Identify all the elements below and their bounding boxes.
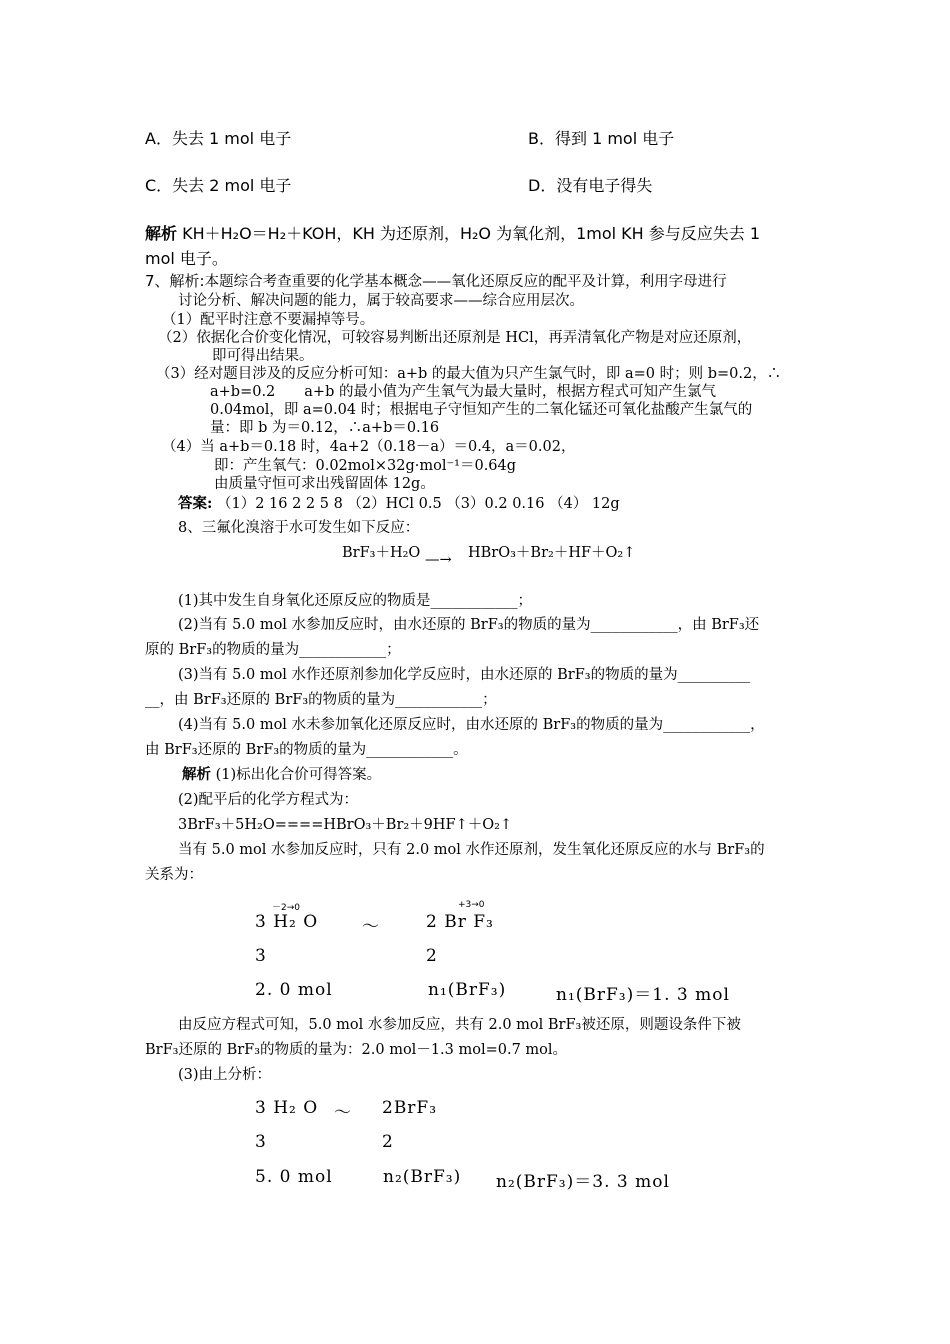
rel1-n1-result: n₁(BrF₃)＝1. 3 mol: [556, 985, 730, 1005]
rel1-tilde: ～: [362, 917, 380, 937]
q8-analysis-2: (2)配平后的化学方程式为：: [178, 792, 359, 808]
q8-title: 8、三氟化溴溶于水可发生如下反应：: [178, 520, 420, 536]
q7-point-4b: 即：产生氧气：0.02mol×32g·mol⁻¹＝0.64g: [214, 458, 517, 474]
q6-analysis-line1: [145, 221, 760, 244]
rel2-n2-result: n₂(BrF₃)＝3. 3 mol: [496, 1172, 670, 1192]
option-d: D．没有电子得失: [528, 176, 653, 195]
q8-reaction-left: BrF₃＋H₂O: [342, 545, 421, 561]
q7-point-3a: （3）经对题目涉及的反应分析可知：a+b 的最大值为只产生氯气时，即 a=0 时；则 b=0.2，∴: [156, 366, 782, 382]
q7-point-3b: a+b=0.2 a+b 的最小值为产生氧气为最大量时，根据方程式可知产生氯气: [210, 384, 716, 400]
q8-subq-2a: (2)当有 5.0 mol 水参加反应时，由水还原的 BrF₃的物质的量为____________，由 BrF₃还: [178, 617, 760, 633]
q8-analysis-5b: BrF₃还原的 BrF₃的物质的量为：2.0 mol－1.3 mol=0.7 mol。: [145, 1042, 568, 1058]
rel1-water: 3 H₂ O: [255, 912, 319, 932]
q8-analysis-5a: 由反应方程式可知，5.0 mol 水参加反应，共有 2.0 mol BrF₃被还原，则题设条件下被: [178, 1017, 741, 1033]
q7-point-4c: 由质量守恒可求出残留固体 12g。: [214, 476, 435, 492]
q7-head-label: 7、解析:: [145, 272, 205, 290]
q8-balanced-equation: 3BrF₃＋5H₂O====HBrO₃＋Br₂＋9HF↑＋O₂↑: [178, 817, 513, 833]
option-b: B．得到 1 mol 电子: [528, 129, 675, 148]
oxidation-change-br: +3→0: [458, 900, 485, 910]
q8-analysis-1: [182, 763, 381, 784]
rel2-tilde: ～: [334, 1103, 352, 1123]
q7-point-4a: （4）当 a+b＝0.18 时，4a+2（0.18－a）＝0.4，a＝0.02，: [162, 439, 576, 455]
q8-analysis-4a: 当有 5.0 mol 水参加反应时，只有 2.0 mol 水作还原剂，发生氧化还原反应的水与 BrF₃的: [178, 842, 765, 858]
rel1-coef-brf3: 2: [426, 946, 438, 966]
rel2-water: 3 H₂ O: [255, 1098, 319, 1118]
q8-subq-4a: (4)当有 5.0 mol 水未参加氧化还原反应时，由水还原的 BrF₃的物质的量为____________，: [178, 717, 765, 733]
option-c: C．失去 2 mol 电子: [145, 176, 292, 195]
q8-subq-1: (1)其中发生自身氧化还原反应的物质是____________；: [178, 593, 533, 609]
q8-analysis-1-text: (1)标出化合价可得答案。: [215, 767, 382, 783]
analysis-label: 解析: [145, 224, 178, 243]
rel1-brf3: 2 Br F₃: [426, 912, 494, 932]
rel2-brf3: 2BrF₃: [382, 1098, 438, 1118]
q8-subq-2b: 原的 BrF₃的物质的量为____________；: [145, 642, 401, 658]
q7-point-3c: 0.04mol，即 a=0.04 时；根据电子守恒知产生的二氧化锰还可氧化盐酸产生氯气的: [210, 402, 753, 418]
rel2-coef-water: 3: [255, 1132, 267, 1152]
q7-heading-line: [145, 270, 727, 291]
q8-analysis-label: 解析: [182, 766, 211, 783]
rel2-n2: n₂(BrF₃): [383, 1167, 462, 1187]
q7-answer: [178, 492, 620, 513]
q8-analysis-4b: 关系为：: [145, 867, 203, 883]
q8-reaction-right: HBrO₃＋Br₂＋HF＋O₂↑: [468, 545, 636, 561]
q8-subq-3b: __，由 BrF₃还原的 BrF₃的物质的量为____________；: [145, 692, 497, 708]
rel1-coef-water: 3: [255, 946, 267, 966]
rel2-coef-brf3: 2: [382, 1132, 394, 1152]
q8-reaction-arrow: —→: [425, 552, 452, 568]
q7-point-1: （1）配平时注意不要漏掉等号。: [162, 312, 375, 328]
q8-analysis-6: (3)由上分析：: [178, 1067, 272, 1083]
q7-point-2a: （2）依据化合价变化情况，可较容易判断出还原剂是 HCl，再弄清氧化产物是对应还原剂，: [158, 330, 752, 346]
q7-head-text-2: 讨论分析、解决问题的能力，属于较高要求——综合应用层次。: [178, 293, 584, 309]
option-a: A．失去 1 mol 电子: [145, 129, 292, 148]
answer-text: （1）2 16 2 2 5 8 （2）HCl 0.5 （3）0.2 0.16 （4） 12g: [216, 496, 620, 512]
q6-analysis-line2: mol 电子。: [145, 249, 228, 268]
rel1-n1: n₁(BrF₃): [428, 980, 507, 1000]
q7-point-3d: 量：即 b 为＝0.12，∴a+b＝0.16: [210, 420, 440, 436]
q8-subq-4b: 由 BrF₃还原的 BrF₃的物质的量为____________。: [145, 742, 468, 758]
oxidation-change-o: －2→0: [272, 903, 300, 913]
q8-subq-3a: (3)当有 5.0 mol 水作还原剂参加化学反应时，由水还原的 BrF₃的物质的量为__________: [178, 667, 751, 683]
rel1-amount-water: 2. 0 mol: [255, 980, 333, 1000]
answer-label: 答案:: [178, 495, 213, 512]
q7-point-2b: 即可得出结果。: [212, 348, 314, 364]
rel2-amount-water: 5. 0 mol: [255, 1167, 333, 1187]
q7-head-text: 本题综合考查重要的化学基本概念——氧化还原反应的配平及计算，利用字母进行: [204, 274, 727, 290]
analysis-text: KH＋H₂O＝H₂＋KOH，KH 为还原剂，H₂O 为氧化剂，1mol KH 参与反应失去 1: [182, 224, 761, 243]
